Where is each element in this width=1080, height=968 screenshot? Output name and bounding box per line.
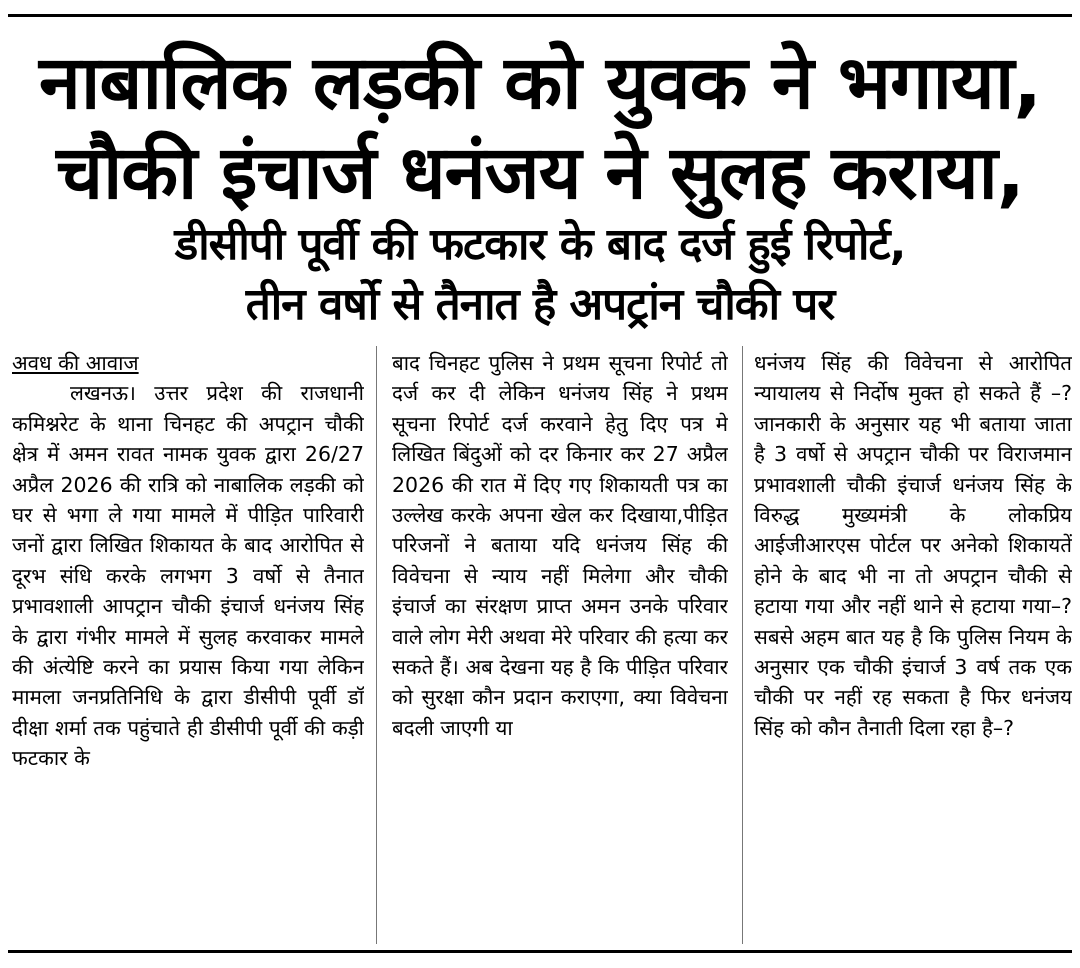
article-column-1 xyxy=(12,348,364,948)
headline-line-2: चौकी इंचार्ज धनंजय ने सुलह कराया, xyxy=(56,130,1024,216)
column-3-text: धनंजय सिंह की विवेचना से आरोपित न्यायालय से निर्दोष मुक्त हो सकते हैं –? जानकारी के अनुसार यह भी बताया जाता है 3 वर्षो से अपट्रान चौकी पर विराजमान प्रभावशाली चौकी इंचार्ज धनंजय सिंह के विरुद्ध मुख्यमंत्री के लोकप्रिय आईजीआरएस पोर्टल पर अनेको शिकायतें होने के बाद भी ना तो अपट्रान चौकी से हटाया गया और नहीं थाने से हटाया गया–?सबसे अहम बात यह है कि पुलिस नियम के अनुसार एक चौकी इंचार्ज 3 वर्ष तक एक चौकी पर नहीं रह सकता है फिर धनंजय सिंह को कौन तैनाती दिला रहा है–? xyxy=(754,351,1072,740)
bottom-rule xyxy=(8,950,1072,953)
headline-line-1: नाबालिक लड़की को युवक ने भगाया, xyxy=(38,40,1042,126)
column-divider xyxy=(742,346,743,944)
subheadline-line-1: डीसीपी पूर्वी की फटकार के बाद दर्ज हुई रिपोर्ट, xyxy=(174,219,906,270)
column-2-text: बाद चिनहट पुलिस ने प्रथम सूचना रिपोर्ट तो दर्ज कर दी लेकिन धनंजय सिंह ने प्रथम सूचना रिपोर्ट दर्ज करवाने हेतु दिए पत्र मे लिखित बिंदुओं को दर किनार कर 27 अप्रैल 2026 की रात में दिए गए शिकायती पत्र का उल्लेख करके अपना खेल कर दिखाया,पीड़ित परिजनों ने बताया यदि धनंजय सिंह की विवेचना से न्याय नहीं मिलेगा और चौकी इंचार्ज का संरक्षण प्राप्त अमन उनके परिवार वाले लोग मेरी अथवा मेरे परिवार की हत्या कर सकते हैं। अब देखना यह है कि पीड़ित परिवार को सुरक्षा कौन प्रदान कराएगा, क्या विवेचना बदली जाएगी या xyxy=(392,351,728,740)
column-divider xyxy=(376,346,377,944)
article-column-2 xyxy=(392,348,728,948)
article-column-3 xyxy=(754,348,1072,948)
top-rule xyxy=(8,14,1072,17)
byline: अवध की आवाज xyxy=(12,351,139,375)
subheadline-line-2: तीन वर्षो से तैनात है अपट्रांन चौकी पर xyxy=(245,279,835,330)
column-1-text: लखनऊ। उत्तर प्रदेश की राजधानी कमिश्नरेट के थाना चिनहट की अपट्रान चौकी क्षेत्र में अमन रावत नामक युवक द्वारा 26/27 अप्रैल 2026 की रात्रि को नाबालिक लड़की को घर से भगा ले गया मामले में पीड़ित पारिवारी जनों द्वारा लिखित शिकायत के बाद आरोपित से दूरभ संधि करके लगभग 3 वर्षो से तैनात प्रभावशाली आपट्रान चौकी इंचार्ज धनंजय सिंह के द्वारा गंभीर मामले में सुलह करवाकर मामले की अंत्येष्टि करने का प्रयास किया गया लेकिन मामला जनप्रतिनिधि के द्वारा डीसीपी पूर्वी डॉ दीक्षा शर्मा तक पहुंचाते ही डीसीपी पूर्वी की कड़ी फटकार के xyxy=(12,381,364,771)
